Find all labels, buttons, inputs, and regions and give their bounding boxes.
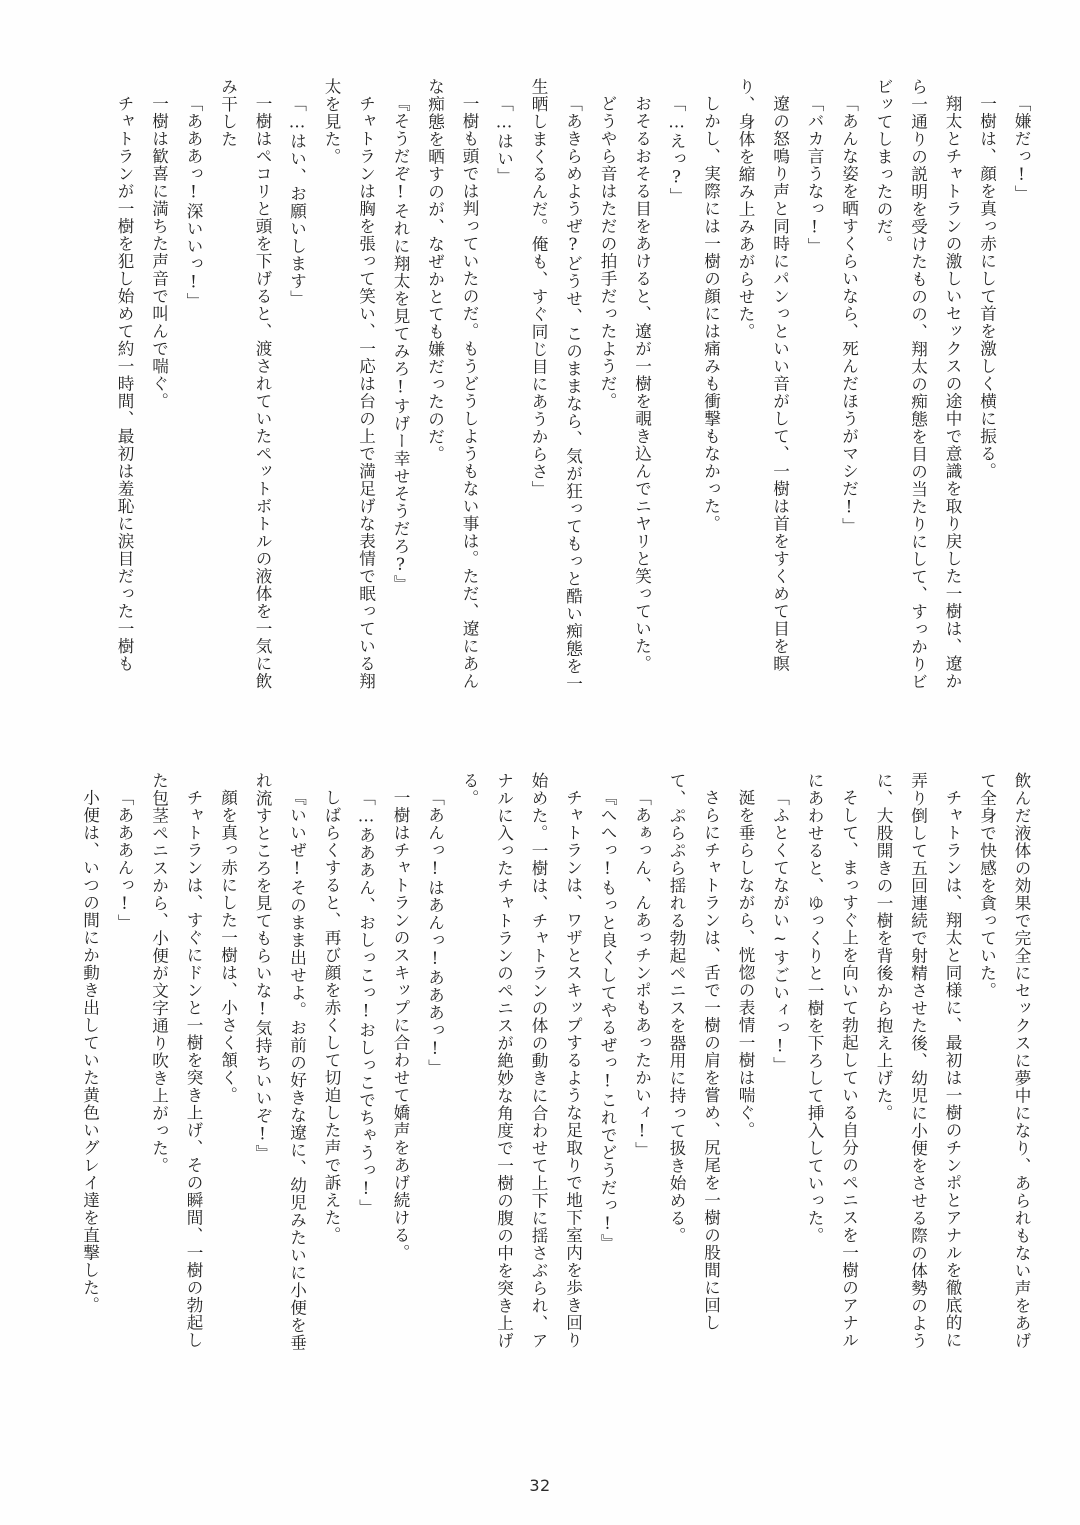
paragraph: 顔を真っ赤にした一樹は、小さく頷く。 [218,788,238,1104]
text-block-lower [80,772,1038,1362]
paragraph: 「嫌だっ!」 [1012,94,1031,202]
text-block-upper [115,78,1038,700]
paragraph: そして、まっすぐ上を向いて勃起している自分のペニスを一樹のアナルにあわせると、ゆっくりと一樹を下ろして挿入していった。 [805,772,859,1349]
paragraph: しかし、実際には一樹の顔には痛みも衝撃もなかった。 [701,94,721,533]
paragraph: チャトランは、ワザとスキップするような足取りで地下室内を歩き回り始めた。一樹は、チャトランの体の動きに合わせて上下に揺さぶられ、アナルに入ったチャトランのペニスが絶妙な角度で一樹の腹の中を突き上げる。 [460,772,583,1350]
paragraph: 一樹も頭では判っていたのだ。もうどうしようもない事は。ただ、遼にあんな痴態を晒すのが、なぜかとても嫌だったのだ。 [425,78,479,690]
paragraph: チャトランは胸を張って笑い、一応は台の上で満足げな表情で眠っている翔太を見た。 [322,78,376,690]
paragraph: 『いいぜ!そのまま出せよ。お前の好きな遼に、幼児みたいに小便を垂れ流すところを見てもらいな!気持ちいいぞ!』 [253,772,307,1351]
paragraph: 小便は、いつの間にか動き出していた黄色いグレイ達を直撃した。 [80,788,100,1314]
paragraph: 「…えっ?」 [667,94,686,205]
paragraph: チャトランは、すぐにドンと一樹を突き上げ、その瞬間、一樹の勃起した包茎ペニスから、小便が文字通り吹き上がった。 [149,772,203,1349]
paragraph: 「あああっ!深いいっ!」 [184,94,203,310]
paragraph: 「あきらめようぜ?どうせ、このままなら、気が狂ってもっと酷い痴態を一生晒しまくるんだ。俺も、すぐ同じ目にあうからさ」 [529,78,583,692]
paragraph: 『そうだぞ!それに翔太を見てみろ!すげー幸せそうだろ?』 [391,94,410,592]
paragraph: 「…はい」 [494,94,514,185]
paragraph: 一樹は歓喜に満ちた声音で叫んで喘ぐ。 [149,94,169,410]
paragraph: さらにチャトランは、舌で一樹の肩を嘗め、尻尾を一樹の股間に回して、ぷらぷら揺れる勃起ペニスを器用に持って扱き始める。 [667,772,721,1332]
paragraph: 「あぁっん、んあっチンポもあったかいィ!」 [632,788,652,1159]
paragraph: 「バカ言うなっ!」 [805,94,824,255]
paragraph: 「あんっ!はあんっ!あああっ!」 [425,788,445,1076]
paragraph: 「…はい、お願いします」 [287,94,307,307]
paragraph: 「ふとくてながい~すごいィっ!」 [770,788,790,1074]
paragraph: チャトランが一樹を犯し始めて約一時間、最初は羞恥に涙目だった一樹も [115,94,134,673]
paragraph: 『へへっ!もっと良くしてやるぜっ!これでどうだっ!』 [598,788,617,1251]
paragraph: チャトランは、翔太と同様に、最初は一樹のチンポとアナルを徹底的に弄り倒して五回連続で射精させた後、幼児に小便をさせる際の体勢のように、大股開きの一樹を背後から抱え上げた。 [874,772,962,1350]
paragraph: しばらくすると、再び顔を赤くして切迫した声で訴えた。 [322,788,341,1244]
paragraph: 翔太とチャトランの激しいセックスの途中で意識を取り戻した一樹は、遼から一通りの説明を受けたものの、翔太の痴態を目の当たりにして、すっかりビビッてしまったのだ。 [874,78,962,691]
paragraph: 一樹はチャトランのスキップに合わせて嬌声をあげ続ける。 [391,788,410,1262]
paragraph: 一樹は、顔を真っ赤にして首を激しく横に振る。 [977,94,997,480]
page-number: 32 [529,1476,551,1495]
paragraph: どうやら音はただの拍手だったようだ。 [598,94,617,410]
paragraph: おそるおそる目をあけると、遼が一樹を覗き込んでニヤリと笑っていた。 [632,94,652,673]
paragraph: 「あああんっ!」 [115,788,134,931]
paragraph: 「あんな姿を晒すくらいなら、死んだほうがマシだ!」 [839,94,859,535]
paragraph: 遼の怒鳴り声と同時にパンっといい音がして、一樹は首をすくめて目を瞑り、身体を縮み上みあがらせた。 [736,78,790,673]
paragraph: 一樹はペコリと頭を下げると、渡されていたペットボトルの液体を一気に飲み干した [218,78,272,690]
paragraph: 飲んだ液体の効果で完全にセックスに夢中になり、あられもない声をあげて全身で快感を貪っていた。 [977,772,1031,1350]
paragraph: 「…あああん、おしっこっ!おしっこでちゃうっ!」 [356,788,376,1216]
paragraph: 涎を垂らしながら、恍惚の表情一樹は喘ぐ。 [736,788,755,1139]
